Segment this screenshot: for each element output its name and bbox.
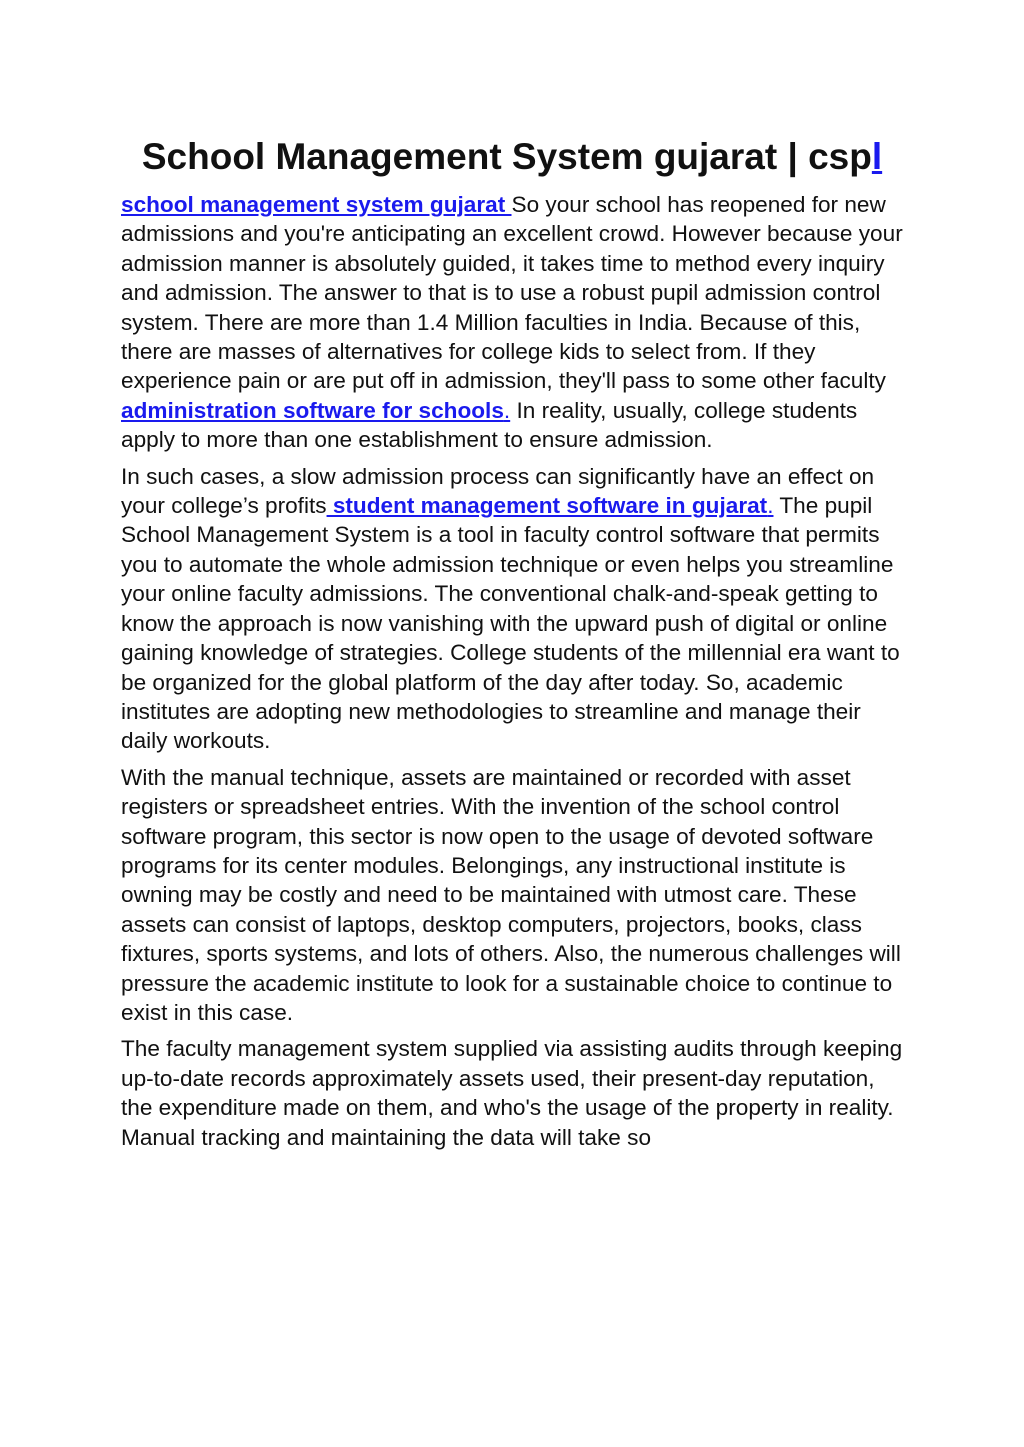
article-body (121, 190, 903, 1152)
paragraph-2-text-b: The pupil School Management System is a tool in faculty control software that permits you to automate the whole admission technique or even helps you streamline your online faculty admissions. The conventional chalk-and-speak getting to know the approach is now vanishing with the upward push of digital or online gaining knowledge of strategies. College students of the millennial era want to be organized for the global platform of the day after today. So, academic institutes are adopting new methodologies to streamline and manage their daily workouts. (121, 493, 900, 754)
paragraph-4 (121, 1034, 903, 1152)
link-student-management-software-in-gujarat[interactable] (327, 493, 774, 518)
paragraph-2 (121, 462, 903, 756)
link-administration-software-label: administration software for schools (121, 397, 504, 423)
paragraph-3-text: With the manual technique, assets are maintained or recorded with asset registers or spreadsheet entries. With the invention of the school control software program, this sector is now open to the usage of devoted software programs for its center modules. Belongings, any instructional institute is owning may be costly and need to be maintained with utmost care. These assets can consist of laptops, desktop computers, projectors, books, class fixtures, sports systems, and lots of others. Also, the numerous challenges will pressure the academic institute to look for a sustainable choice to continue to exist in this case. (121, 764, 901, 1025)
paragraph-1-text-a: So your school has reopened for new admissions and you're anticipating an excellent crowd. However because your admission manner is absolutely guided, it takes time to method every inquiry and admission. The answer to that is to use a robust pupil admission control system. There are more than 1.4 Million faculties in India. Because of this, there are masses of alternatives for college kids to select from. If they experience pain or are put off in admission, they'll pass to some other faculty (121, 192, 903, 394)
title-link[interactable]: l (871, 136, 883, 177)
link-student-management-software-label: student management software in gujarat (326, 493, 768, 519)
link-student-management-software-period: . (767, 493, 774, 519)
page-title-text: School Management System gujarat | csp (141, 136, 872, 177)
link-administration-software-period: . (503, 397, 511, 423)
page-title (121, 128, 903, 186)
paragraph-3 (121, 763, 903, 1028)
link-school-management-system-gujarat[interactable]: school management system gujarat (121, 192, 512, 217)
paragraph-4-text: The faculty management system supplied via assisting audits through keeping up-to-date records approximately assets used, their present-day reputation, the expenditure made on them, and who's the usage of the property in reality. Manual tracking and maintaining the data will take so (121, 1036, 903, 1150)
document-page (121, 128, 903, 1159)
paragraph-2-text-a: In such cases, a slow admission process can significantly have an effect on your college’s profits (121, 463, 875, 519)
paragraph-1 (121, 190, 903, 455)
paragraph-1-text-b: In reality, usually, college students apply to more than one establishment to ensure admission. (121, 397, 858, 453)
link-administration-software-for-schools[interactable] (121, 398, 510, 423)
